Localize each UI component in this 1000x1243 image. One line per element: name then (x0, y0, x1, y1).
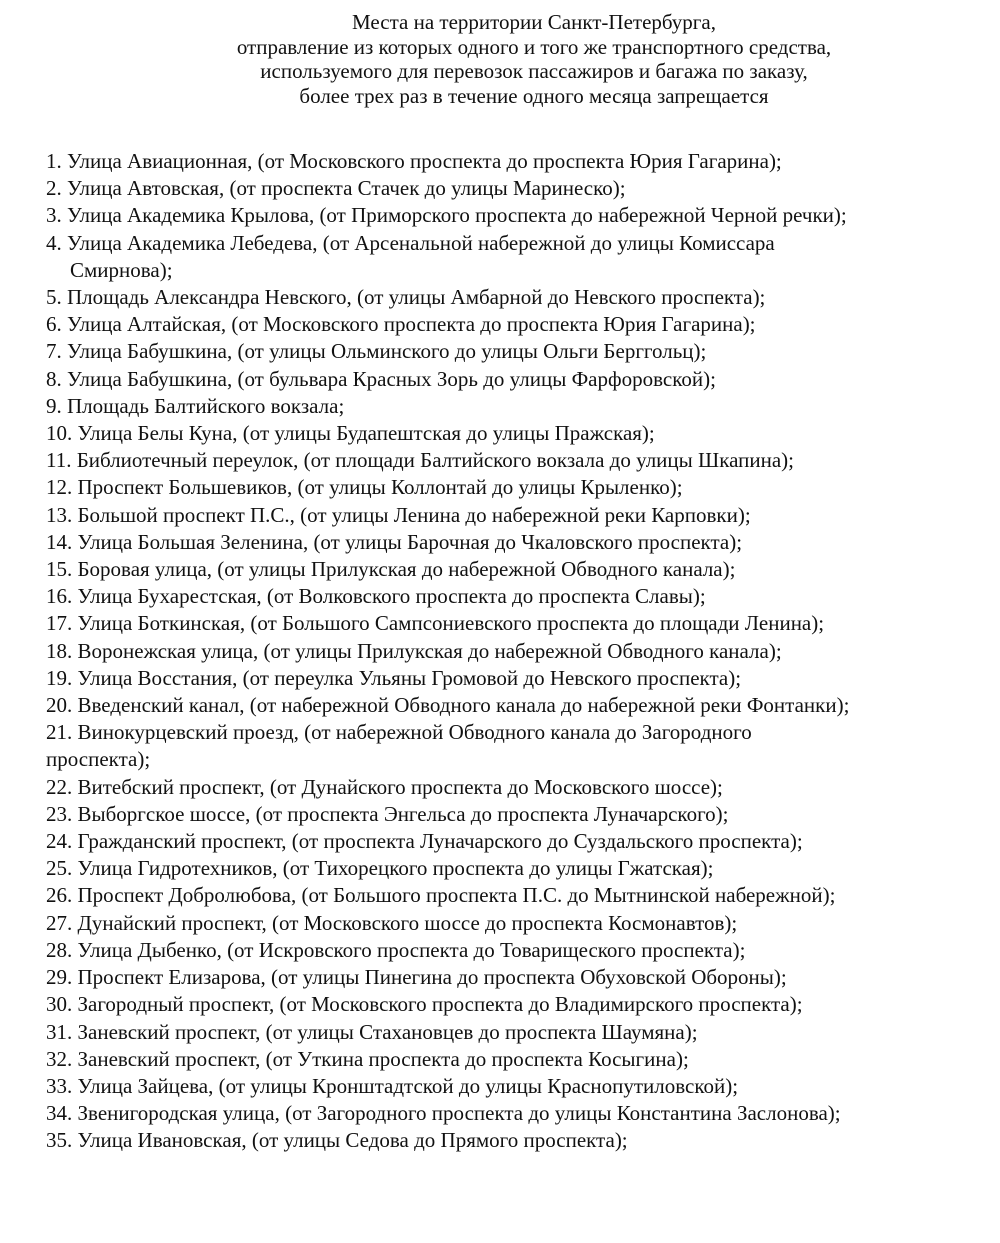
list-item (46, 502, 976, 529)
list-item-continuation: проспекта); (46, 747, 151, 772)
list-item-text: 16. Улица Бухарестская, (от Волковского проспекта до проспекта Славы); (46, 584, 706, 609)
title-line: Места на территории Санкт-Петербурга, (352, 10, 716, 34)
title-line: используемого для перевозок пассажиров и багажа по заказу, (260, 59, 808, 83)
list-item (46, 801, 976, 828)
list-item (46, 855, 976, 882)
list-item (46, 148, 976, 175)
list-item-continuation: Смирнова); (70, 257, 173, 282)
title-line: отправление из которых одного и того же транспортного средства, (236, 34, 832, 59)
list-item-text: 20. Введенский канал, (от набережной Обводного канала до набережной реки Фонтанки); (46, 693, 850, 718)
list-item-text: 29. Проспект Елизарова, (от улицы Пинегина до проспекта Обуховской Обороны); (46, 965, 787, 990)
list-item-text: 25. Улица Гидротехников, (от Тихорецкого проспекта до улицы Гжатская); (46, 856, 714, 881)
list-item-text: 12. Проспект Большевиков, (от улицы Коллонтай до улицы Крыленко); (46, 475, 683, 500)
list-item-text: 2. Улица Автовская, (от проспекта Стачек до улицы Маринеско); (46, 176, 626, 201)
list-item (46, 774, 976, 801)
list-item-text: 30. Загородный проспект, (от Московского проспекта до Владимирского проспекта); (46, 992, 803, 1017)
list-item-text: 32. Заневский проспект, (от Уткина проспекта до проспекта Косыгина); (46, 1046, 689, 1071)
list-item-text: 7. Улица Бабушкина, (от улицы Ольминского до улицы Ольги Берггольц); (46, 339, 707, 364)
list-item-text: 24. Гражданский проспект, (от проспекта Луначарского до Суздальского проспекта); (46, 829, 803, 854)
document-title (0, 10, 1000, 108)
list-item (46, 420, 976, 447)
list-item-text: 35. Улица Ивановская, (от улицы Седова до Прямого проспекта); (46, 1128, 628, 1153)
list-item (46, 583, 976, 610)
list-item (46, 366, 976, 393)
places-list (46, 148, 976, 1155)
list-item-text: 9. Площадь Балтийского вокзала; (46, 393, 345, 418)
list-item (46, 230, 976, 284)
list-item (46, 1046, 976, 1073)
list-item (46, 665, 976, 692)
list-item-text: 33. Улица Зайцева, (от улицы Кронштадтской до улицы Краснопутиловской); (46, 1073, 739, 1098)
list-item-text: 3. Улица Академика Крылова, (от Приморского проспекта до набережной Черной речки); (46, 203, 847, 228)
list-item (46, 284, 976, 311)
list-item (46, 338, 976, 365)
list-item (46, 910, 976, 937)
list-item-text: 5. Площадь Александра Невского, (от улицы Амбарной до Невского проспекта); (46, 285, 766, 310)
list-item (46, 1073, 976, 1100)
list-item-text: 28. Улица Дыбенко, (от Искровского проспекта до Товарищеского проспекта); (46, 937, 746, 962)
list-item (46, 692, 976, 719)
list-item (46, 1100, 976, 1127)
list-item (46, 937, 976, 964)
list-item-text: 17. Улица Боткинская, (от Большого Сампсониевского проспекта до площади Ленина); (46, 611, 825, 636)
list-item-text: 10. Улица Белы Куна, (от улицы Будапештская до улицы Пражская); (46, 421, 655, 446)
list-item-text: 6. Улица Алтайская, (от Московского проспекта до проспекта Юрия Гагарина); (46, 312, 756, 337)
list-item-text: 23. Выборгское шоссе, (от проспекта Энгельса до проспекта Луначарского); (46, 801, 729, 826)
list-item-text: 21. Винокурцевский проезд, (от набережной Обводного канала до Загородного (46, 720, 752, 745)
list-item (46, 474, 976, 501)
list-item (46, 529, 976, 556)
list-item-text: 27. Дунайский проспект, (от Московского шоссе до проспекта Космонавтов); (46, 910, 738, 935)
list-item (46, 1019, 976, 1046)
list-item-text: 13. Большой проспект П.С., (от улицы Ленина до набережной реки Карповки); (46, 502, 751, 527)
list-item (46, 828, 976, 855)
list-item (46, 638, 976, 665)
list-item (46, 311, 976, 338)
list-item-text: 19. Улица Восстания, (от переулка Ульяны Громовой до Невского проспекта); (46, 665, 742, 690)
list-item (46, 175, 976, 202)
list-item (46, 202, 976, 229)
list-item-text: 15. Боровая улица, (от улицы Прилукская до набережной Обводного канала); (46, 557, 736, 582)
list-item-text: 8. Улица Бабушкина, (от бульвара Красных Зорь до улицы Фарфоровской); (46, 366, 716, 391)
list-item (46, 610, 976, 637)
list-item-text: 31. Заневский проспект, (от улицы Стахановцев до проспекта Шаумяна); (46, 1019, 698, 1044)
list-item-text: 18. Воронежская улица, (от улицы Прилукская до набережной Обводного канала); (46, 638, 782, 663)
list-item-text: 1. Улица Авиационная, (от Московского проспекта до проспекта Юрия Гагарина); (46, 149, 782, 173)
list-item-text: 22. Витебский проспект, (от Дунайского проспекта до Московского шоссе); (46, 774, 723, 799)
list-item (46, 719, 976, 773)
list-item (46, 991, 976, 1018)
list-item (46, 882, 976, 909)
list-item (46, 556, 976, 583)
list-item-text: 34. Звенигородская улица, (от Загородного проспекта до улицы Константина Заслонова); (46, 1101, 841, 1126)
list-item-text: 26. Проспект Добролюбова, (от Большого проспекта П.С. до Мытнинской набережной); (46, 883, 836, 908)
list-item (46, 447, 976, 474)
title-line: более трех раз в течение одного месяца запрещается (299, 83, 769, 108)
list-item (46, 393, 976, 420)
list-item (46, 1127, 976, 1154)
list-item-text: 11. Библиотечный переулок, (от площади Балтийского вокзала до улицы Шкапина); (46, 448, 794, 473)
list-item-text: 14. Улица Большая Зеленина, (от улицы Барочная до Чкаловского проспекта); (46, 529, 743, 554)
list-item (46, 964, 976, 991)
list-item-text: 4. Улица Академика Лебедева, (от Арсенальной набережной до улицы Комиссара (46, 230, 775, 255)
